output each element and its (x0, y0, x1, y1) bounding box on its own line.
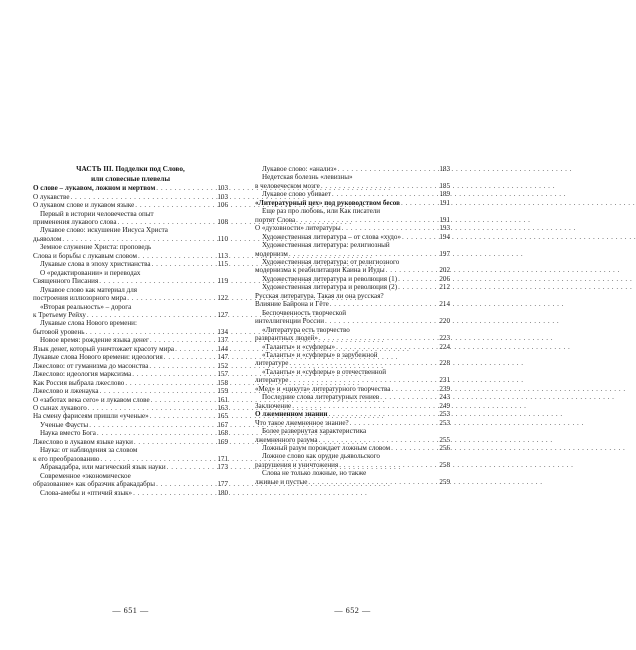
toc-entry-page: 224 (439, 342, 450, 351)
toc-entry-title: Ложное слово как орудие дьявольского (262, 452, 380, 461)
toc-entry-title: бытовой уровень (33, 327, 85, 336)
toc-entry (255, 309, 450, 317)
toc-entry (255, 452, 450, 460)
toc-entry-page: 144 (217, 344, 228, 353)
toc-entry-page: 163 (217, 403, 228, 412)
toc-entry (255, 410, 450, 418)
toc-entry-title: Лжеслово в лукавом языке науки (33, 437, 133, 446)
toc-entry (33, 362, 228, 370)
toc-entry (33, 429, 228, 437)
toc-entry (255, 266, 450, 274)
toc-entry-title: Лжеслово и лженаука (33, 387, 99, 396)
toc-entry-page: 183 (439, 165, 450, 173)
toc-entry (255, 165, 450, 173)
toc-entry-page: 157 (217, 370, 228, 379)
toc-entry (255, 359, 450, 367)
toc-entry-title: Лукавое слово убивает (262, 190, 331, 199)
toc-entry-title: разрушения и уничтожения (255, 460, 339, 469)
toc-entry (33, 252, 228, 260)
toc-leader-dots (339, 461, 437, 469)
toc-entry (33, 201, 228, 209)
toc-leader-dots (89, 421, 215, 429)
toc-entry-title: Как Россия выбрала лжеслово (33, 378, 125, 387)
toc-entry-title: Ученые Фаусты (40, 420, 89, 429)
toc-leader-dots (336, 343, 437, 351)
toc-entry-title: Священного Писания (33, 277, 99, 286)
toc-entry (33, 226, 228, 234)
toc-entry (33, 277, 228, 285)
toc-entry-page: 158 (217, 378, 228, 387)
toc-leader-dots (325, 317, 437, 325)
toc-entry (33, 269, 228, 277)
toc-entry (255, 224, 450, 232)
toc-entry-title: к его преобразованию (33, 454, 100, 463)
toc-entry-page: 239 (439, 384, 450, 393)
toc-entry-title: «Таланты» и «суфлеры» в зарубежной (262, 350, 378, 359)
toc-entry-title: Лжеслово: от гуманизма до масонства (33, 361, 149, 370)
toc-leader-dots (152, 260, 215, 268)
toc-entry-page: 152 (217, 361, 228, 370)
toc-leader-dots (319, 334, 437, 342)
toc-entry (33, 396, 228, 404)
toc-entry (255, 334, 450, 342)
toc-entry (33, 387, 228, 395)
toc-entry-title: портят Слова (255, 215, 296, 224)
toc-entry (255, 385, 450, 393)
toc-leader-dots (85, 328, 215, 336)
toc-entry-page: 167 (217, 420, 228, 429)
toc-leader-dots (138, 252, 215, 260)
toc-leader-dots (62, 235, 215, 243)
toc-leader-dots (88, 404, 215, 412)
toc-entry-page: 106 (217, 201, 228, 210)
right-page-toc (255, 165, 450, 486)
toc-leader-dots (150, 336, 215, 344)
toc-leader-dots (402, 233, 437, 241)
toc-entry-title: Лжеслово: идеология марксизма (33, 370, 132, 379)
toc-entry (33, 404, 228, 412)
toc-leader-dots (328, 410, 437, 418)
toc-leader-dots (150, 412, 215, 420)
toc-entry (33, 193, 228, 201)
toc-entry-title: модернизма к реабилитации Каина и Иуды (255, 266, 385, 275)
toc-entry-page: 256 (439, 443, 450, 452)
toc-entry-title: Художественная литература: от религиозного (262, 257, 400, 266)
toc-entry (255, 419, 450, 427)
toc-entry (33, 328, 228, 336)
toc-leader-dots (100, 455, 215, 463)
toc-entry-title: Земное служение Христа: проповедь (40, 243, 152, 252)
toc-entry-title: лжемненного разума (255, 435, 318, 444)
toc-entry (255, 436, 450, 444)
toc-leader-dots (125, 379, 215, 387)
toc-entry (255, 300, 450, 308)
toc-leader-dots (321, 182, 437, 190)
toc-entry (255, 444, 450, 452)
toc-entry-page: 165 (217, 412, 228, 421)
toc-leader-dots (100, 387, 216, 395)
toc-entry-title: модернизм (255, 249, 288, 258)
toc-entry (255, 343, 450, 351)
toc-leader-dots (401, 199, 437, 207)
toc-entry (33, 294, 228, 302)
toc-entry-page: 189 (439, 190, 450, 199)
toc-entry-title: «Таланты» и «суфлеры» (262, 342, 336, 351)
toc-entry (255, 216, 450, 224)
toc-entry-page: 134 (217, 327, 228, 336)
toc-entry-page: 249 (439, 401, 450, 410)
toc-entry-page: 243 (439, 393, 450, 402)
toc-entry (33, 184, 228, 192)
toc-leader-dots (156, 184, 215, 192)
toc-entry-title: О слове – лукавом, ложном и мертвом (33, 184, 156, 193)
toc-entry (33, 260, 228, 268)
toc-entry (255, 258, 450, 266)
left-page-toc (33, 165, 228, 497)
toc-entry-title: «Литературный цех» под руководством бесов (255, 198, 400, 207)
toc-entry (33, 446, 228, 454)
toc-leader-dots (149, 362, 215, 370)
toc-entry-page: 127 (217, 310, 228, 319)
toc-entry-page: 110 (217, 234, 228, 243)
toc-entry-page: 147 (217, 353, 228, 362)
toc-leader-dots (391, 385, 437, 393)
toc-entry (255, 190, 450, 198)
toc-entry-title: Лукавое слово: «анализ» (262, 165, 337, 173)
toc-entry-title: литературе (255, 359, 289, 368)
toc-entry-page: 177 (217, 480, 228, 489)
toc-entry-title: Ложный разум порождает ложным словом (262, 443, 391, 452)
toc-entry-title: Лукавые слова Нового времени: идеология (33, 353, 163, 362)
toc-entry-page: 161 (217, 395, 228, 404)
toc-entry-title: Художественная литература – от слова «худо» (262, 232, 401, 241)
toc-entry (33, 379, 228, 387)
toc-entry-page: 137 (217, 336, 228, 345)
toc-entry (33, 336, 228, 344)
toc-entry (33, 370, 228, 378)
toc-entry-title: На смену фарисеям пришли «ученые» (33, 412, 149, 421)
toc-leader-dots (289, 376, 437, 384)
part-subtitle: или словесные плевелы (90, 173, 171, 183)
right-page-number: — 652 — (334, 606, 371, 615)
toc-entry-page: 214 (439, 300, 450, 309)
toc-entry-title: Слова и борьбы с лукавым словом (33, 251, 137, 260)
toc-entry-page: 103 (217, 184, 228, 193)
toc-leader-dots (134, 438, 215, 446)
toc-entry (255, 250, 450, 258)
toc-leader-dots (135, 201, 215, 209)
toc-entry (255, 233, 450, 241)
toc-entry (255, 402, 450, 410)
toc-entry-title: Художественная литература: религиозный (262, 241, 390, 250)
toc-entry (33, 489, 228, 497)
toc-entry-title: «Литература есть творчество (262, 325, 350, 334)
toc-entry (255, 207, 450, 215)
toc-entry (33, 345, 228, 353)
toc-entry (33, 421, 228, 429)
toc-entry (255, 199, 450, 207)
toc-entry-page: 193 (439, 224, 450, 233)
toc-entry-title: «Таланты» и «суфлеры» в отечественной (262, 367, 387, 376)
right-toc-list (255, 165, 450, 486)
toc-entry (33, 438, 228, 446)
toc-entry (255, 469, 450, 477)
toc-entry-title: лживые и пустые (255, 477, 308, 486)
toc-leader-dots (167, 463, 215, 471)
toc-entry (33, 480, 228, 488)
toc-entry-title: Абракадабра, или магический язык науки (40, 463, 166, 472)
toc-entry-title: Слова-амебы и «птичий язык» (40, 488, 133, 497)
toc-entry-page: 169 (217, 437, 228, 446)
toc-entry (255, 182, 450, 190)
toc-entry-title: Лукавые слова Нового времени: (40, 319, 137, 328)
left-page-number: — 651 — (112, 606, 149, 615)
toc-leader-dots (151, 396, 215, 404)
toc-entry-title: О сынах лукавого (33, 403, 87, 412)
toc-entry-page: 159 (217, 387, 228, 396)
toc-entry-page: 119 (217, 277, 228, 286)
toc-entry (255, 368, 450, 376)
toc-entry-title: образование» как образчик абракадабры (33, 480, 156, 489)
toc-leader-dots (380, 393, 437, 401)
toc-leader-dots (87, 311, 215, 319)
toc-entry-title: Лукавое слово как материал для (40, 285, 138, 294)
toc-entry-page: 206 (439, 274, 450, 283)
toc-entry-page: 122 (217, 294, 228, 303)
toc-entry-page: 259 (439, 477, 450, 486)
toc-entry-page: 228 (439, 359, 450, 368)
toc-entry-page: 223 (439, 334, 450, 343)
toc-entry-page: 212 (439, 283, 450, 292)
toc-entry-title: О лжемненном знании (255, 410, 328, 419)
toc-entry-page: 108 (217, 218, 228, 226)
toc-entry-page: 253 (439, 410, 450, 419)
toc-entry-title: Наука вместо Бога (40, 429, 96, 438)
toc-leader-dots (70, 193, 215, 201)
toc-leader-dots (133, 489, 215, 497)
toc-leader-dots (97, 429, 215, 437)
toc-entry-title: Лукавое слово: искушение Иисуса Христа (40, 226, 168, 235)
toc-entry-page: 173 (217, 463, 228, 472)
toc-entry-title: построения иллюзорного мира (33, 294, 127, 303)
toc-entry-title: Последние слова литературных гениев (262, 393, 380, 402)
toc-entry-title: дьяволом (33, 234, 62, 243)
toc-leader-dots (175, 345, 215, 353)
toc-leader-dots (332, 190, 437, 198)
toc-entry (255, 275, 450, 283)
toc-entry-title: Лукавые слова в эпоху христианства (40, 260, 151, 269)
toc-entry (255, 376, 450, 384)
toc-entry-title: в человеческом мозге (255, 181, 320, 190)
toc-leader-dots (156, 480, 215, 488)
toc-leader-dots (386, 266, 437, 274)
toc-entry (33, 243, 228, 251)
toc-leader-dots (308, 478, 437, 486)
toc-entry-page: 113 (217, 251, 228, 260)
toc-entry-title: Еще раз про любовь, или Как писатели (262, 207, 381, 216)
toc-entry-title: Влияние Байрона и Гёте (255, 300, 329, 309)
toc-leader-dots (398, 283, 437, 291)
toc-entry-page: 168 (217, 429, 228, 438)
toc-entry-title: Художественная литература и революция (1) (262, 274, 398, 283)
toc-leader-dots (319, 436, 437, 444)
toc-leader-dots (99, 277, 215, 285)
left-toc-list (33, 184, 228, 497)
toc-entry-title: «Вторая реальность» – дорога (40, 302, 132, 311)
toc-entry (33, 311, 228, 319)
toc-entry-title: Наука: от наблюдения за словом (40, 446, 138, 455)
toc-entry-title: литературе (255, 376, 289, 385)
toc-entry (255, 173, 450, 181)
toc-entry-page: 220 (439, 317, 450, 326)
toc-entry-title: Русская литература. Такая ли она русская? (255, 291, 384, 300)
toc-leader-dots (342, 224, 437, 232)
toc-entry (33, 218, 228, 226)
toc-entry (33, 463, 228, 471)
toc-leader-dots (338, 165, 437, 173)
toc-entry-title: Заключение (255, 401, 292, 410)
toc-entry-page: 185 (439, 181, 450, 190)
toc-entry (33, 455, 228, 463)
toc-entry (33, 412, 228, 420)
toc-entry-page: 231 (439, 376, 450, 385)
toc-entry (255, 478, 450, 486)
toc-entry-title: Что такое лжемненное знание? (255, 418, 349, 427)
toc-entry-page: 171 (217, 454, 228, 463)
toc-entry (255, 393, 450, 401)
toc-entry (33, 286, 228, 294)
toc-entry (33, 235, 228, 243)
toc-entry-page: 115 (217, 260, 228, 269)
toc-entry-page: 180 (217, 488, 228, 497)
toc-entry (255, 427, 450, 435)
toc-entry-title: разврантных людей» (255, 334, 318, 343)
toc-entry (33, 319, 228, 327)
toc-entry-title: О «духовности» литературы (255, 224, 341, 233)
toc-entry (33, 353, 228, 361)
toc-entry (255, 283, 450, 291)
toc-entry (33, 210, 228, 218)
toc-leader-dots (398, 275, 437, 283)
toc-entry-page: 255 (439, 435, 450, 444)
toc-entry (33, 303, 228, 311)
toc-entry-title: Язык денег, который уничтожает красоту мира (33, 344, 175, 353)
toc-leader-dots (330, 300, 437, 308)
toc-entry (33, 472, 228, 480)
toc-entry-page: 191 (439, 215, 450, 224)
toc-entry-title: интеллигенции России (255, 317, 325, 326)
toc-leader-dots (391, 444, 437, 452)
toc-entry-title: применения лукавого слова (33, 218, 117, 226)
toc-entry-title: Недетская болезнь «левизны» (262, 173, 353, 182)
toc-entry (255, 461, 450, 469)
toc-entry-title: «Мед» и «цикута» литературного творчества (255, 384, 391, 393)
toc-leader-dots (292, 402, 437, 410)
toc-entry-page: 194 (439, 232, 450, 241)
toc-entry (255, 241, 450, 249)
toc-entry-title: к Третьему Рейху (33, 310, 86, 319)
toc-leader-dots (289, 359, 437, 367)
toc-entry (255, 326, 450, 334)
toc-leader-dots (132, 370, 215, 378)
toc-entry-title: Более развернутая характеристика (262, 427, 367, 436)
toc-entry-title: Беспочвенность творческой (262, 308, 347, 317)
toc-entry-page: 258 (439, 460, 450, 469)
toc-leader-dots (117, 218, 215, 226)
toc-entry-title: Новое время: рождение языка денег (40, 336, 149, 345)
toc-entry (255, 317, 450, 325)
toc-leader-dots (164, 353, 215, 361)
part-title: ЧАСТЬ III. Подделки под Слово, (76, 164, 185, 173)
toc-entry-page: 103 (217, 192, 228, 201)
toc-entry (255, 292, 450, 300)
toc-entry-page: 197 (439, 249, 450, 258)
toc-entry-title: О лукавом слове и лукавом языке (33, 201, 135, 210)
toc-leader-dots (289, 250, 437, 258)
toc-entry-title: Художественная литература и революция (2) (262, 283, 398, 292)
toc-entry-title: О лукавстве (33, 192, 70, 201)
toc-entry-title: Слова не только ложные, но также (262, 469, 367, 478)
toc-entry-page: 253 (439, 418, 450, 427)
toc-entry (255, 351, 450, 359)
toc-entry-title: Первый в истории человечества опыт (40, 209, 154, 218)
toc-entry-title: О «редактировании» и переводах (40, 268, 141, 277)
toc-entry-page: 191 (439, 198, 450, 207)
toc-leader-dots (296, 216, 437, 224)
toc-leader-dots (127, 294, 215, 302)
toc-entry-title: О «заботах века сего» и лукавом слове (33, 395, 150, 404)
toc-entry-title: Современное «экономическое (40, 471, 131, 480)
toc-entry-page: 202 (439, 266, 450, 275)
toc-leader-dots (350, 419, 437, 427)
